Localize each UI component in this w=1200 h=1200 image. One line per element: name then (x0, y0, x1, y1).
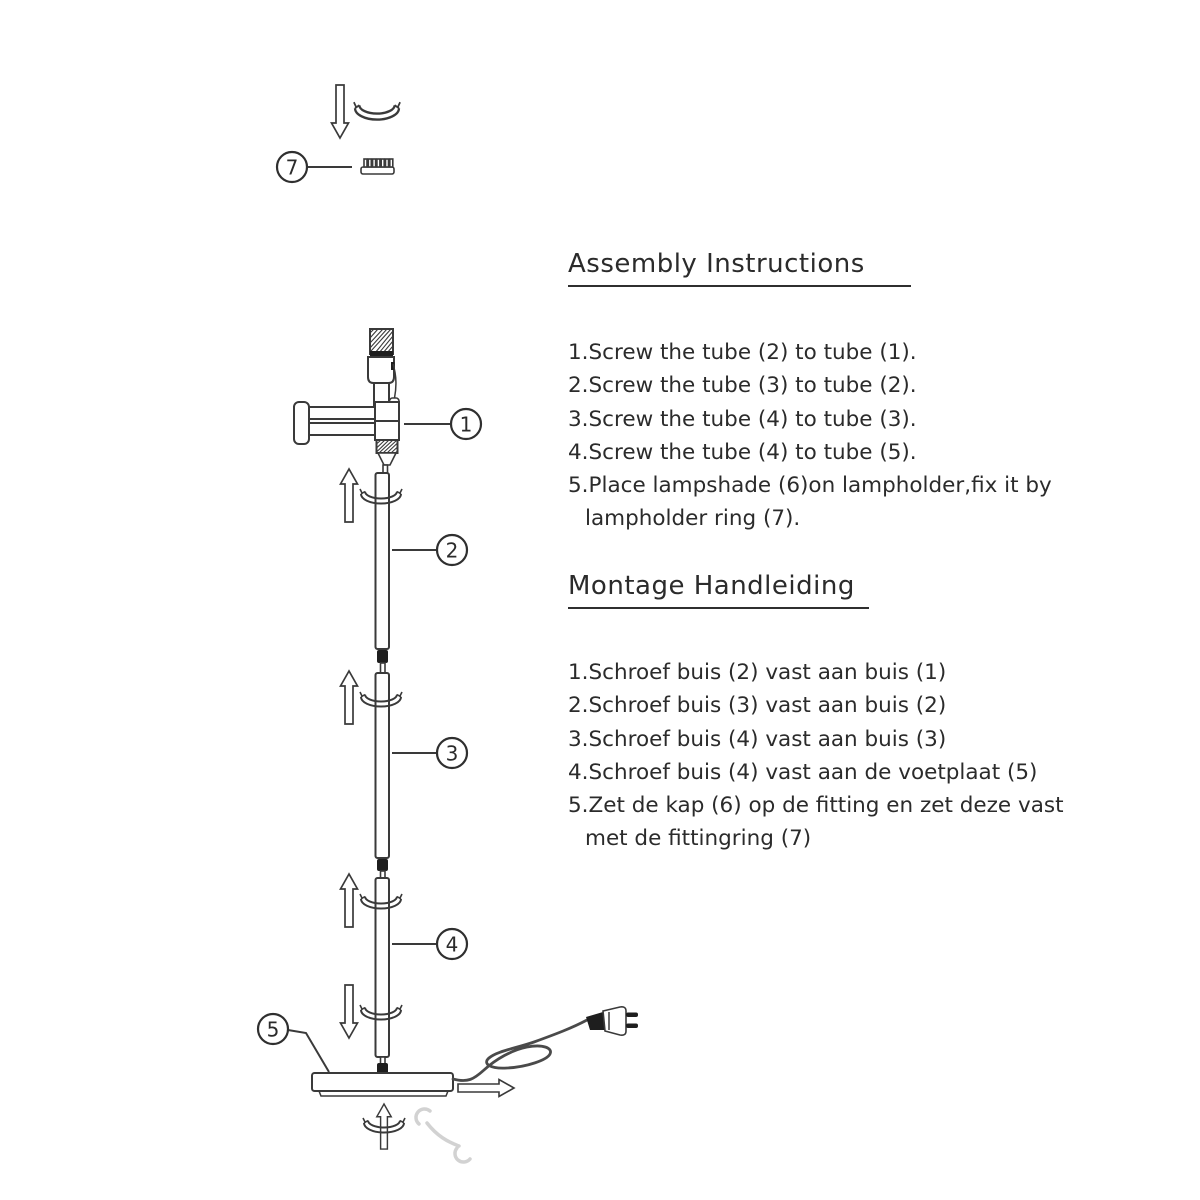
tube-3 (360, 673, 402, 878)
callout-label: 7 (285, 155, 299, 180)
instruction-step: 2.Schroef buis (3) vast aan buis (2) (568, 693, 947, 719)
callout-3 (392, 738, 467, 768)
lampholder-ring-part (361, 159, 394, 174)
instruction-step: 5.Zet de kap (6) op de fitting en zet deze vast (568, 793, 1064, 819)
callout-label: 1 (459, 412, 473, 437)
screw-arrow-icon (363, 1104, 405, 1149)
instruction-step: 5.Place lampshade (6)on lampholder,fix it by (568, 473, 1052, 499)
wrench-icon (416, 1109, 470, 1162)
instruction-step-continuation: met de fittingring (7) (585, 826, 812, 852)
callout-4 (392, 929, 467, 959)
callout-label: 2 (445, 538, 459, 563)
instruction-step-continuation: lampholder ring (7). (585, 506, 801, 532)
section-title-dutch: Montage Handleiding (568, 571, 869, 609)
instruction-step: 4.Schroef buis (4) vast aan de voetplaat (5) (568, 759, 1038, 785)
swing-arm (294, 402, 399, 473)
down-arrow-icon (341, 985, 358, 1038)
base-plate (312, 1073, 453, 1096)
instruction-step: 1.Screw the tube (2) to tube (1). (568, 340, 917, 365)
callout-2 (392, 535, 467, 565)
instruction-step: 1.Schroef buis (2) vast aan buis (1) (568, 660, 947, 685)
callout-1 (404, 409, 481, 439)
up-arrow-icon (341, 671, 358, 724)
callout-7 (277, 152, 352, 182)
instruction-steps-english (568, 336, 1052, 536)
instruction-step: 3.Schroef buis (4) vast aan buis (3) (568, 726, 947, 752)
tube-4 (360, 878, 402, 1074)
power-cord (453, 1020, 587, 1081)
tube-2 (360, 473, 402, 673)
instruction-step: 2.Screw the tube (3) to tube (2). (568, 373, 917, 399)
instruction-step: 3.Screw the tube (4) to tube (3). (568, 406, 917, 432)
callout-5 (258, 1014, 329, 1072)
up-arrow-icon (341, 874, 358, 927)
rotate-arrow-icon (354, 102, 400, 119)
callout-label: 3 (445, 741, 459, 766)
insert-down-arrow-icon (332, 85, 349, 138)
instruction-step: 4.Screw the tube (4) to tube (5). (568, 439, 917, 465)
up-arrow-icon (341, 469, 358, 522)
section-title-english: Assembly Instructions (568, 249, 911, 287)
power-plug-icon (586, 1007, 638, 1035)
instruction-steps-dutch (568, 656, 1064, 856)
pull-direction-arrow-icon (458, 1080, 514, 1097)
callout-label: 4 (445, 932, 459, 957)
callout-label: 5 (266, 1017, 280, 1042)
